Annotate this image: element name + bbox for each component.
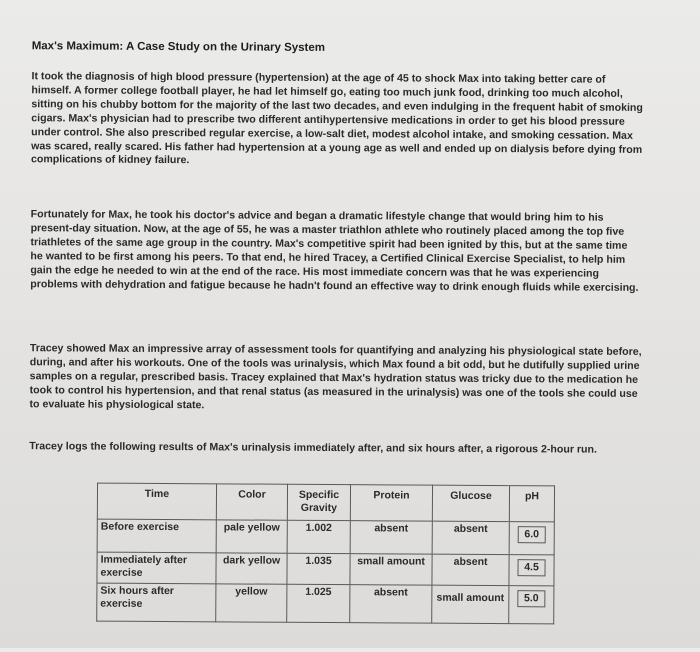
- cell-ph: [509, 586, 554, 624]
- table-row: [97, 519, 554, 555]
- paragraph-2: Fortunately for Max, he took his doctor's advice and began a dramatic lifestyle change that would bring him to his present-day situation. Now, at the age of 55, he was a master triathlon athlete who routinely placed among the top five triathletes of the same age group in the country. Max's competitive spirit had been ignited by this, but at the same time he wanted to be first among his peers. To that end, he hired Tracey, a Certified Clinical Exercise Specialist, to help him gain the edge he needed to win at the end of the race. His most immediate concern was that he was experiencing problems with dehydration and fatigue because he hadn't found an effective way to drink enough fluids while exercising.: [30, 208, 639, 294]
- table-row: [97, 583, 554, 624]
- cell-time: Before exercise: [97, 519, 216, 553]
- header-color: Color: [216, 484, 287, 520]
- cell-color: pale yellow: [216, 520, 287, 553]
- header-specific-gravity: Specific Gravity: [287, 484, 350, 520]
- cell-specific-gravity: 1.002: [287, 520, 350, 553]
- document-title: Max's Maximum: A Case Study on the Urinary System: [31, 40, 326, 54]
- cell-glucose: small amount: [432, 585, 509, 623]
- cell-time: Six hours after exercise: [97, 583, 216, 622]
- cell-time: Immediately after exercise: [97, 552, 216, 584]
- cell-specific-gravity: 1.025: [287, 584, 350, 622]
- cell-glucose: absent: [432, 521, 509, 554]
- cell-color: yellow: [216, 584, 287, 622]
- cell-protein: small amount: [350, 554, 432, 586]
- header-glucose: Glucose: [432, 485, 509, 521]
- paragraph-3: Tracey showed Max an impressive array of assessment tools for quantifying and analyzing his physiological state before, during, and after his workouts. One of the tools was urinalysis, which Max found a bit odd, but he dutifully supplied urine samples on a regular, prescribed basis. Tracey explained that Max's hydration status was tricky due to the medication he took to control his hypertension, and that renal status (as measured in the urinalysis) was one of the tools she could use to evaluate his physiological state.: [29, 342, 642, 411]
- paragraph-4: Tracey logs the following results of Max's urinalysis immediately after, and six hours after, a rigorous 2-hour run.: [29, 440, 597, 456]
- cell-color: dark yellow: [216, 553, 287, 584]
- header-time: Time: [97, 483, 216, 520]
- table-row: [97, 552, 554, 586]
- header-ph: pH: [509, 486, 554, 522]
- cell-glucose: absent: [432, 554, 509, 585]
- cell-protein: absent: [350, 585, 432, 624]
- cell-ph: [509, 555, 554, 586]
- ph-value: 5.0: [517, 590, 546, 607]
- urinalysis-table: [96, 483, 555, 625]
- ph-value: 6.0: [517, 526, 546, 543]
- paragraph-1: It took the diagnosis of high blood pressure (hypertension) at the age of 45 to shock Max into taking better care of himself. A former college football player, he had let himself go, eating too much junk food, drinking too much alcohol, sitting on his chubby bottom for the majority of the last two decades, and even indulging in the frequent habit of smoking cigars. Max's physician had to prescribe two different antihypertensive medications in order to get his blood pressure under control. She also prescribed regular exercise, a low-salt diet, modest alcohol intake, and smoking cessation. Max was scared, really scared. His father had hypertension at a young age as well and ended up on dialysis before dying from complications of kidney failure.: [30, 70, 643, 167]
- table-header-row: [97, 483, 554, 522]
- cell-ph: [509, 522, 554, 555]
- cell-specific-gravity: 1.035: [287, 553, 350, 584]
- header-protein: Protein: [350, 485, 432, 522]
- ph-value: 4.5: [517, 559, 546, 576]
- cell-protein: absent: [350, 521, 432, 555]
